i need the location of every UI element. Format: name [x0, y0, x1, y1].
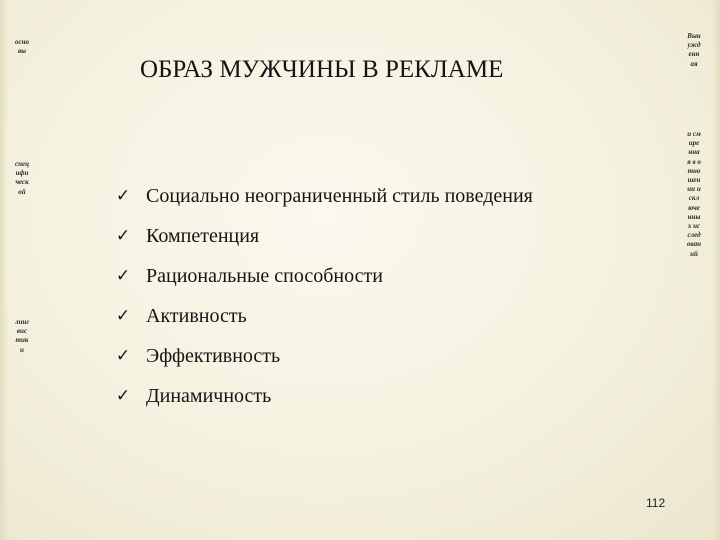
check-icon: ✓: [115, 266, 131, 286]
right-side-text-top: Вынужденная: [687, 32, 701, 68]
left-side-text-middle: специфической: [15, 160, 29, 196]
bullet-text: Компетенция: [146, 224, 260, 247]
check-icon: ✓: [115, 306, 131, 326]
left-edge-shade: [0, 0, 8, 540]
slide-title: ОБРАЗ МУЖЧИНЫ В РЕКЛАМЕ: [140, 56, 504, 83]
bullet-text: Активность: [146, 304, 247, 327]
bullet-item: [112, 256, 533, 296]
check-icon: ✓: [115, 346, 131, 366]
bullet-item: [112, 336, 533, 376]
check-icon: ✓: [115, 186, 131, 206]
bullet-text: Социально неограниченный стиль поведения: [146, 184, 533, 207]
right-side-text-bottom: и смиренная в отношении исключенных исследований: [687, 130, 701, 258]
page-number: 112: [646, 496, 666, 510]
bullet-item: [112, 296, 533, 336]
left-side-text-top: основы: [15, 38, 29, 56]
check-icon: ✓: [115, 386, 131, 406]
bullet-item: [112, 376, 533, 416]
bullet-text: Динамичность: [146, 384, 272, 407]
bullet-item: [112, 216, 533, 256]
bullet-item: [112, 176, 533, 216]
bullet-list: [112, 176, 533, 416]
left-side-text-bottom: лингвистики: [15, 318, 29, 354]
bullet-text: Рациональные способности: [146, 264, 383, 287]
check-icon: ✓: [115, 226, 131, 246]
bullet-text: Эффективность: [146, 344, 281, 367]
right-edge-shade: [712, 0, 720, 540]
